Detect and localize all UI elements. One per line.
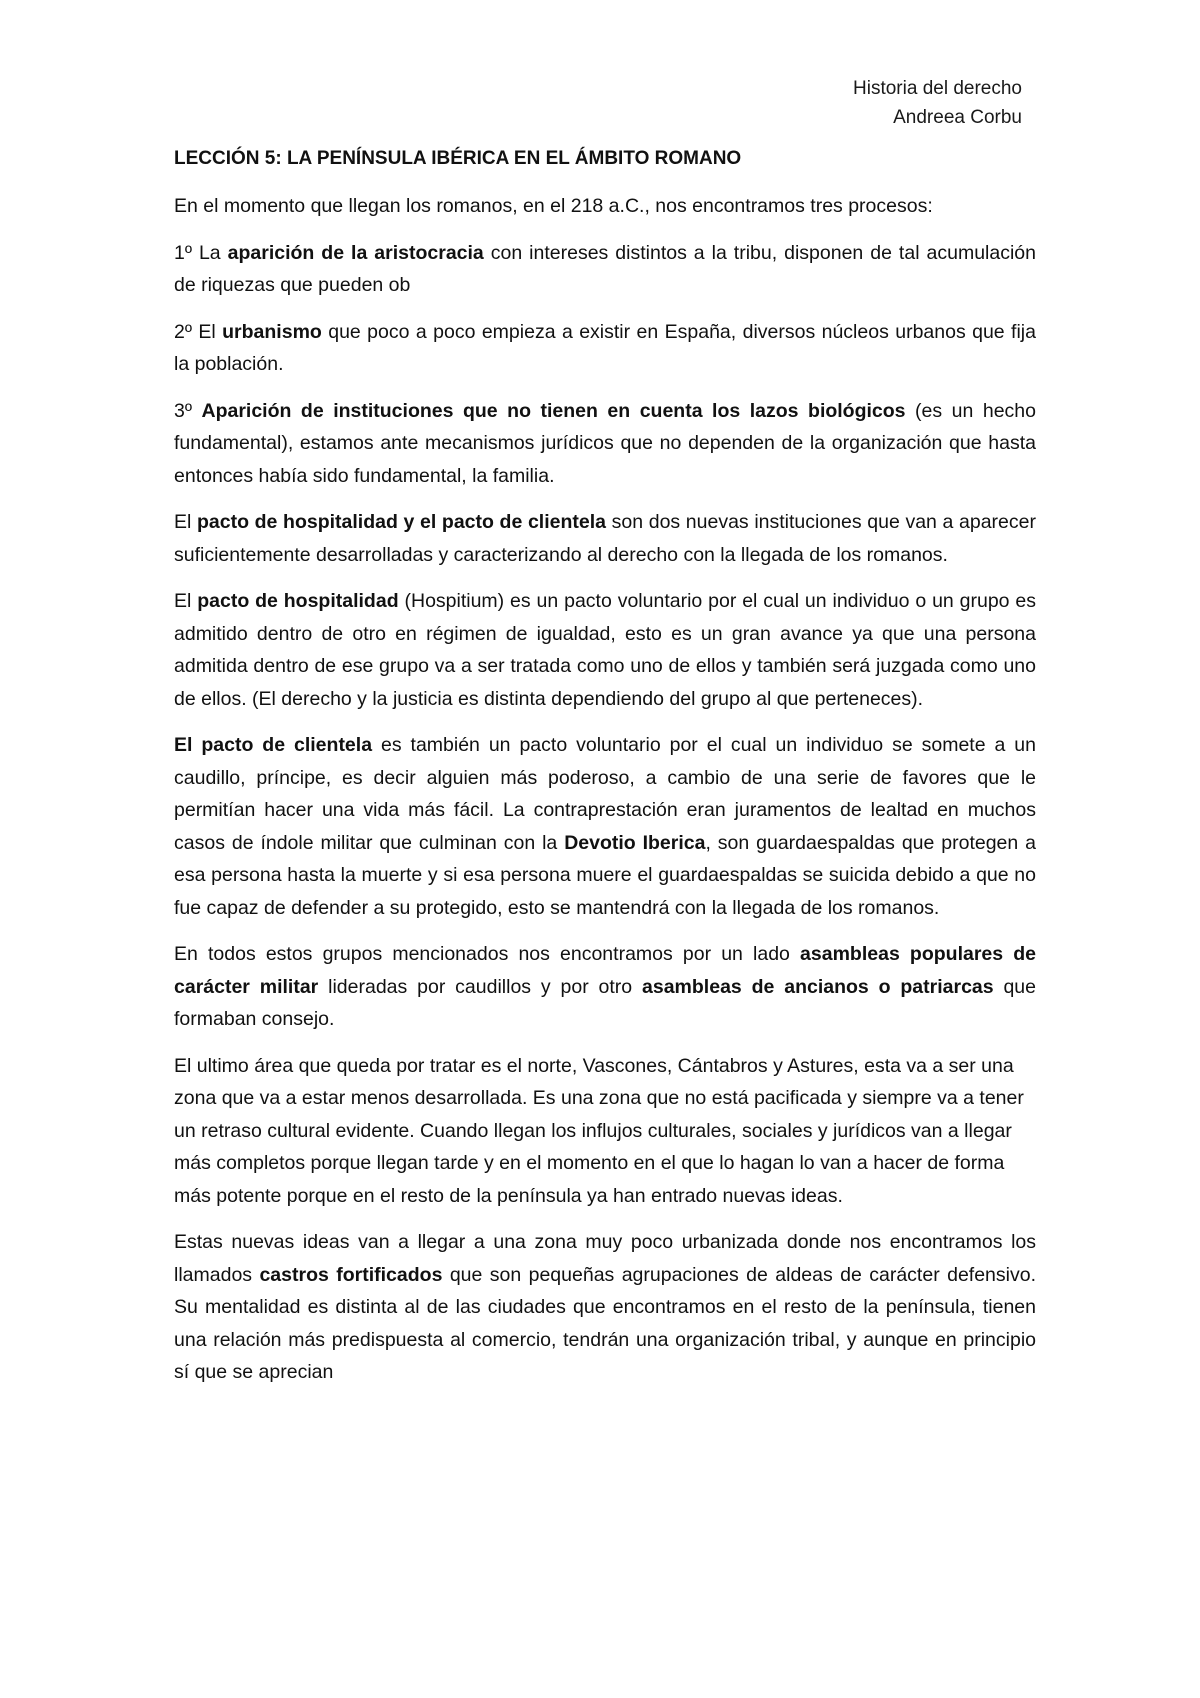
text-span: El bbox=[174, 511, 197, 533]
course-name: Historia del derecho bbox=[853, 78, 1022, 99]
paragraph-hospitality bbox=[174, 585, 1036, 715]
bold-term: Devotio Iberica bbox=[564, 831, 706, 854]
bold-term: pacto de hospitalidad bbox=[197, 590, 399, 612]
paragraph-process-3 bbox=[174, 395, 1036, 493]
paragraph-pacts-intro bbox=[174, 506, 1036, 571]
bold-term: pacto de hospitalidad y el pacto de clientela bbox=[196, 511, 606, 533]
lesson-title: LECCIÓN 5: LA PENÍNSULA IBÉRICA EN EL ÁMBITO ROMANO bbox=[174, 148, 742, 169]
bold-term: asambleas de ancianos o patriarcas bbox=[642, 975, 994, 998]
intro-paragraph: En el momento que llegan los romanos, en el 218 a.C., nos encontramos tres procesos: bbox=[174, 195, 933, 217]
bold-term: asambleas populares de carácter militar bbox=[174, 943, 1036, 998]
text-span: En todos estos grupos mencionados nos encontramos por un lado bbox=[174, 943, 801, 965]
text-span: El bbox=[174, 590, 198, 612]
text-span: (Hospitium) es un pacto voluntario por el cual un individuo o un grupo es admitido dentro de otro en régimen de igualdad, esto es un gran avance ya que una persona admitida dentro de ese grupo va a ser tratada como uno de ellos y también será juzgada como uno de ellos. (El derecho y la justicia es distinta dependiendo del grupo al que perteneces). bbox=[174, 590, 1036, 710]
bold-term: aparición de la aristocracia bbox=[227, 241, 484, 264]
text-span: 2º El bbox=[174, 320, 223, 343]
text-span: , son guardaespaldas que protegen a esa persona hasta la muerte y si esa persona muere el guardaespaldas se suicida debido a que no fue capaz de defender a su protegido, esto se mantendrá con la llegada de los romanos. bbox=[174, 831, 1036, 919]
author-name: Andreea Corbu bbox=[893, 107, 1022, 128]
page-header bbox=[853, 74, 1022, 132]
text-span: con intereses distintos a la tribu, disponen de tal acumulación de riquezas que pueden ob bbox=[174, 241, 1036, 296]
text-span: que formaban consejo. bbox=[174, 975, 1037, 1030]
text-span: 3º bbox=[174, 399, 202, 422]
bold-term: castros fortificados bbox=[259, 1263, 443, 1286]
text-span: que son pequeñas agrupaciones de aldeas de carácter defensivo. Su mentalidad es distinta al de las ciudades que encontramos en el resto de la península, tienen una relación más predispuesta al comercio, tendrán una organización tribal, y aunque en principio sí que se aprecian bbox=[174, 1263, 1036, 1383]
text-span: que poco a poco empieza a existir en España, diversos núcleos urbanos que fija la población. bbox=[174, 320, 1036, 375]
paragraph-north: El ultimo área que queda por tratar es el norte, Vascones, Cántabros y Astures, esta va a ser una zona que va a estar menos desarrollada. Es una zona que no está pacificada y siempre va a tener un retraso cultural evidente. Cuando llegan los influjos culturales, sociales y jurídicos van a llegar más completos porque llegan tarde y en el momento en el que lo hagan lo van a hacer de forma más potente porque en el resto de la península ya han entrado nuevas ideas. bbox=[174, 1054, 1024, 1207]
paragraph-clientela bbox=[174, 729, 1036, 924]
document-body bbox=[174, 145, 1036, 1403]
text-span: es también un pacto voluntario por el cual un individuo se somete a un caudillo, príncipe, es decir alguien más poderoso, a cambio de una serie de favores que le permitían hacer una vida más fácil. La contraprestación eran juramentos de lealtad en muchos casos de índole militar que culminan con la bbox=[174, 734, 1036, 854]
paragraph-process-1 bbox=[174, 237, 1036, 302]
text-span: (es un hecho fundamental), estamos ante mecanismos jurídicos que no dependen de la organización que hasta entonces había sido fundamental, la familia. bbox=[174, 399, 1036, 487]
bold-term: Aparición de instituciones que no tienen en cuenta los lazos biológicos bbox=[201, 399, 906, 422]
text-span: lideradas por caudillos y por otro bbox=[318, 975, 643, 998]
text-span: Estas nuevas ideas van a llegar a una zona muy poco urbanizada donde nos encontramos los llamados bbox=[174, 1231, 1036, 1286]
paragraph-process-2 bbox=[174, 316, 1036, 381]
bold-term: urbanismo bbox=[222, 320, 322, 343]
text-span: 1º La bbox=[174, 241, 228, 264]
paragraph-assemblies bbox=[174, 938, 1036, 1036]
bold-term: El pacto de clientela bbox=[174, 734, 373, 756]
paragraph-castros bbox=[174, 1226, 1036, 1389]
text-span: son dos nuevas instituciones que van a aparecer suficientemente desarrolladas y caracterizando al derecho con la llegada de los romanos. bbox=[174, 511, 1036, 566]
